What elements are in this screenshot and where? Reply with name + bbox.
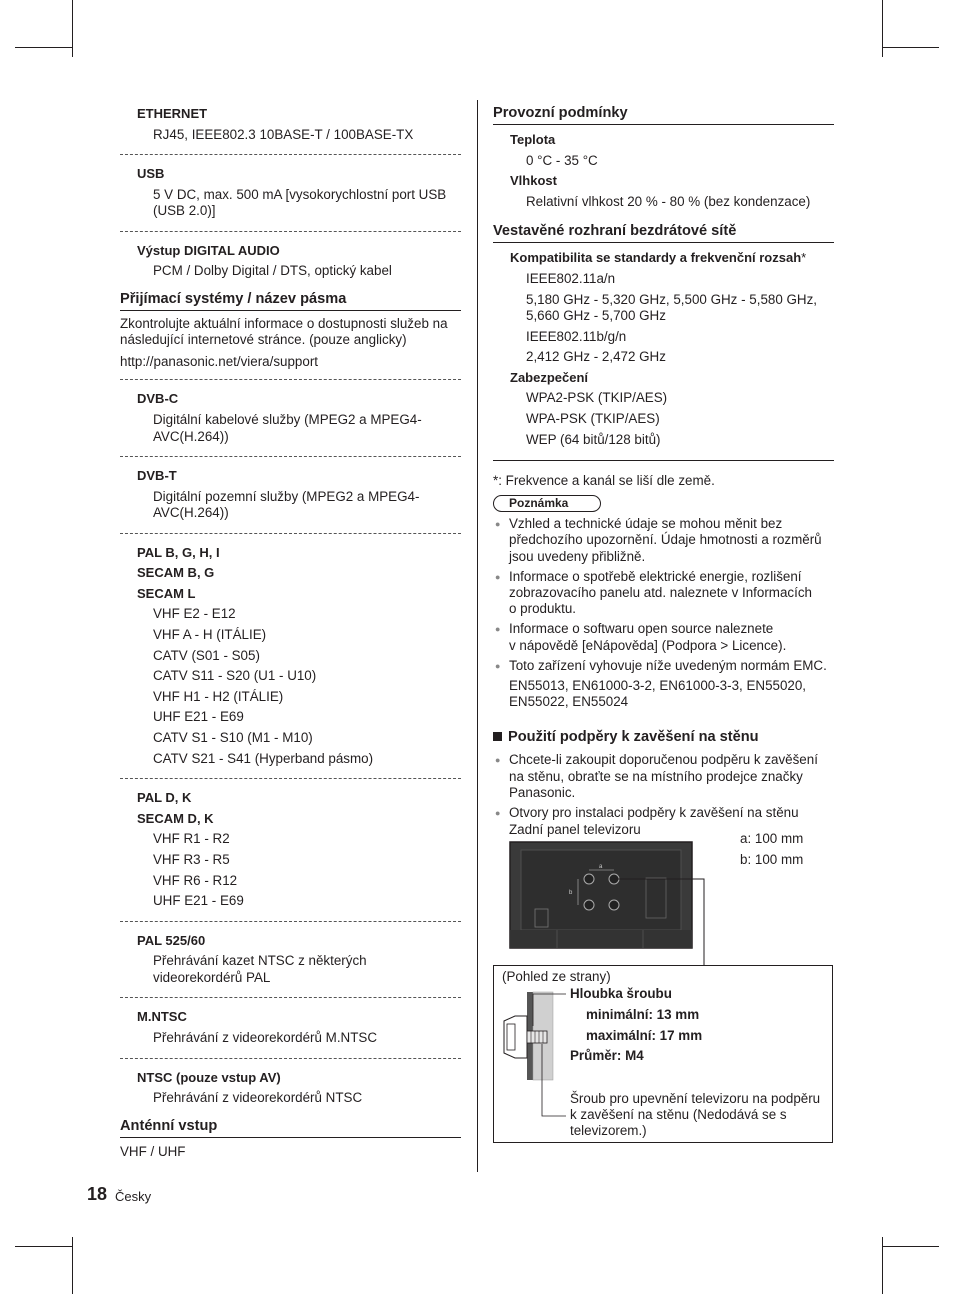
band-value: UHF E21 - E69 [153,709,244,725]
operating-title: Provozní podmínky [493,104,834,125]
note-line: zobrazovacího panelu atd. naleznete v Informacích [509,584,812,600]
crop-mark [72,1237,73,1294]
screw-side-view-drawing [500,986,566,1131]
band-value: VHF H1 - H2 (ITÁLIE) [153,688,284,704]
dvbt-value-line: Digitální pozemní služby (MPEG2 a MPEG4- [153,488,420,504]
diagram-label-b: b [569,890,573,896]
screw-depth-min: minimální: 13 mm [586,1007,700,1022]
dvbt-value-line: AVC(H.264)) [153,505,229,521]
band-value: CATV S1 - S10 (M1 - M10) [153,730,313,745]
dashed-separator [120,379,461,380]
temperature-value: 0 °C - 35 °C [526,152,598,168]
note-line: předchozího upozornění. Údaje hmotnosti a rozměrů [509,532,822,548]
crop-mark [15,1246,72,1247]
pal525-value-line: Přehrávání kazet NTSC z některých [153,953,367,969]
note-line: jsou uvedeny přibližně. [509,548,646,564]
note-line: ● Informace o spotřebě elektrické energie, rozlišení [509,568,802,584]
band-value: UHF E21 - E69 [153,893,244,909]
security-label: Zabezpečení [510,369,589,385]
pal525-label: PAL 525/60 [137,932,206,948]
usb-value [120,185,461,222]
secam-l-label: SECAM L [137,585,196,601]
bracket-item [493,752,834,801]
crop-mark [882,0,883,57]
band-value: CATV (S01 - S05) [153,647,260,663]
crop-mark [72,0,73,57]
side-view-box [493,965,833,1143]
mntsc-value: Přehrávání z videorekordérů M.NTSC [153,1029,378,1045]
dvbc-label: DVB-C [137,391,179,407]
compat-label [493,248,834,269]
band-value: VHF R6 - R12 [153,872,238,888]
security-value: WPA2-PSK (TKIP/AES) [526,390,668,406]
language-label: Česky [115,1189,152,1204]
usb-value-line: 5 V DC, max. 500 mA [vysokorychlostní port USB [153,186,447,202]
note-item [493,621,834,653]
antenna-value: VHF / UHF [120,1143,186,1159]
dvbt-value [120,487,461,524]
frequency-value [493,290,834,327]
secam-bg-label: SECAM B, G [137,565,215,581]
usb-label: USB [137,166,165,182]
support-url[interactable]: http://panasonic.net/viera/support [120,353,319,369]
receiving-text-line: následující internetové stránce. (pouze anglicky) [120,332,407,348]
dimension-b: b: 100 mm [740,852,804,867]
note-line: o produktu. [509,601,576,617]
dvbc-value-line: Digitální kabelové služby (MPEG2 a MPEG4- [153,412,422,428]
left-column [120,100,461,1161]
compat-label-text: Kompatibilita se standardy a frekvenční rozsah [510,250,802,266]
bracket-line: ● Otvory pro instalaci podpěry k zavěšení na stěnu [509,804,799,820]
note-item [493,569,834,618]
frequency-line: 5,180 GHz - 5,320 GHz, 5,500 GHz - 5,580 GHz, [526,291,818,307]
note-line: ● Vzhled a technické údaje se mohou měnit bez [509,516,783,532]
screw-note-line: k zavěšení na stěnu (Nedodává se s [570,1107,787,1123]
frequency-value: 2,412 GHz - 2,472 GHz [526,349,666,365]
pal525-value [120,951,461,988]
temperature-label: Teplota [510,132,556,147]
screw-depth-label: Hloubka šroubu [570,986,672,1001]
receiving-title: Přijímací systémy / název pásma [120,290,461,311]
band-value: VHF E2 - E12 [153,606,236,622]
security-value: WEP (64 bitů/128 bitů) [526,431,661,447]
diagram-label-a: a [599,864,603,870]
security-value: WPA-PSK (TKIP/AES) [526,410,660,426]
screw-diameter: Průměr: M4 [570,1048,644,1063]
bracket-item [493,805,834,821]
antenna-title: Anténní vstup [120,1117,461,1138]
pal-bg-label: PAL B, G, H, I [137,544,220,560]
dimension-a: a: 100 mm [740,831,804,846]
right-column [493,100,834,821]
note-line: v nápovědě [eNápověda] (Podpora > Licence). [509,637,787,653]
bracket-line: ● Chcete-li zakoupit doporučenou podpěru k zavěšení [509,752,818,768]
note-badge: Poznámka [493,495,601,512]
dashed-separator [120,154,461,155]
screw-depth-max: maximální: 17 mm [586,1028,703,1043]
rear-panel-label: Zadní panel televizoru [509,822,641,837]
usb-value-line: (USB 2.0)] [153,203,216,219]
emc-line: EN55013, EN61000-3-2, EN61000-3-3, EN55020, [509,677,807,693]
tv-rear-panel-drawing [509,841,709,966]
note-line: ● Informace o softwaru open source naleznete [509,621,774,637]
pal-dk-label: PAL D, K [137,790,192,806]
screw-note-line: Šroub pro upevnění televizoru na podpěru [570,1091,821,1106]
wireless-title: Vestavěné rozhraní bezdrátové sítě [493,222,834,243]
dashed-separator [120,456,461,457]
emc-line: EN55022, EN55024 [509,694,629,710]
dvbc-value-line: AVC(H.264)) [153,428,229,444]
crop-mark [882,47,939,48]
receiving-text [120,316,461,349]
square-bullet-icon [493,732,502,741]
dashed-separator [120,921,461,922]
note-item [493,658,834,674]
frequency-line: 5,660 GHz - 5,700 GHz [526,308,666,324]
bracket-line: na stěnu, obraťte se na místního prodejce značky [509,768,803,784]
band-value: VHF A - H (ITÁLIE) [153,627,267,643]
note-item [493,516,834,565]
emc-standards [493,678,834,710]
ntsc-value: Přehrávání z videorekordérů NTSC [153,1090,363,1106]
pal525-value-line: videorekordérů PAL [153,969,271,985]
band-value: CATV S11 - S20 (U1 - U10) [153,668,317,684]
bracket-title-text: Použití podpěry k zavěšení na stěnu [508,729,759,746]
dvbc-value [120,410,461,447]
dashed-separator [120,533,461,534]
digital-audio-label: Výstup DIGITAL AUDIO [137,242,280,258]
mntsc-label: M.NTSC [137,1009,187,1025]
band-value: VHF R3 - R5 [153,851,230,867]
ethernet-value: RJ45, IEEE802.3 10BASE-T / 100BASE-TX [153,126,414,142]
screw-note [570,1091,820,1140]
standard-value: IEEE802.11b/g/n [526,328,627,344]
note-line: ● Toto zařízení vyhovuje níže uvedeným normám EMC. [509,657,827,673]
section-rule [493,460,834,461]
band-value: CATV S21 - S41 (Hyperband pásmo) [153,750,374,766]
digital-audio-value: PCM / Dolby Digital / DTS, optický kabel [153,263,392,279]
bracket-title [493,728,834,746]
column-divider [477,100,478,1172]
dashed-separator [120,231,461,232]
band-value: VHF R1 - R2 [153,831,230,847]
compat-mark: * [801,250,807,266]
dashed-separator [120,997,461,998]
standard-value: IEEE802.11a/n [526,270,616,286]
ethernet-label: ETHERNET [137,106,208,121]
secam-dk-label: SECAM D, K [137,810,214,826]
humidity-value: Relativní vlhkost 20 % - 80 % (bez kondenzace) [526,193,811,209]
dashed-separator [120,1058,461,1059]
crop-mark [15,47,72,48]
page-number: 18 [87,1184,108,1204]
side-view-title: (Pohled ze strany) [502,969,611,984]
bracket-line: Panasonic. [509,784,576,800]
ntsc-label: NTSC (pouze vstup AV) [137,1069,281,1085]
dvbt-label: DVB-T [137,468,177,484]
humidity-label: Vlhkost [510,173,557,189]
footnote: *: Frekvence a kanál se liší dle země. [493,473,715,489]
receiving-text-line: Zkontrolujte aktuální informace o dostupnosti služeb na [120,315,448,331]
crop-mark [882,1246,939,1247]
dashed-separator [120,778,461,779]
screw-note-line: televizorem.) [570,1123,647,1139]
